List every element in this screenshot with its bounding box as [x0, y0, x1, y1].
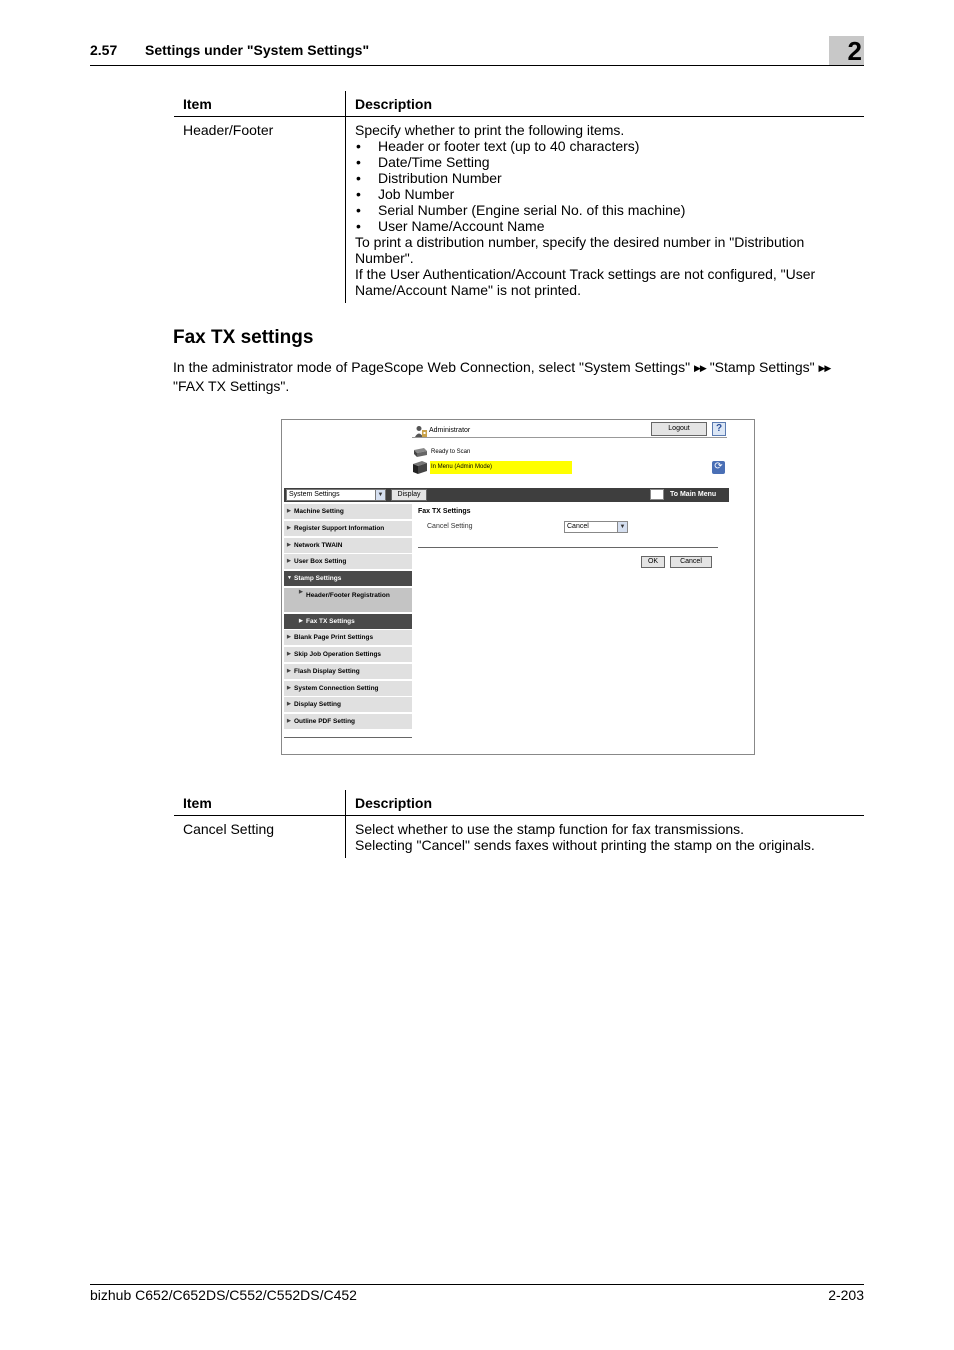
intro-text: "Stamp Settings": [709, 359, 815, 375]
content-divider: [418, 547, 718, 548]
sidebar-item-skip-job[interactable]: ▶ Skip Job Operation Settings: [284, 647, 412, 662]
to-main-menu-link[interactable]: To Main Menu: [670, 491, 717, 498]
column-header-item: Item: [183, 795, 212, 811]
machine-icon: [412, 460, 428, 474]
description-note: To print a distribution number, specify the desired number in "Distribution Number".: [355, 234, 805, 266]
display-button[interactable]: Display: [391, 489, 427, 501]
refresh-icon[interactable]: ⟳: [712, 461, 725, 474]
cancel-setting-label: Cancel Setting: [427, 523, 473, 530]
intro-text: In the administrator mode of PageScope Web Connection, select "System Settings": [173, 359, 691, 375]
mode-indicator: In Menu (Admin Mode): [430, 461, 572, 474]
column-header-item: Item: [183, 96, 212, 112]
main-menu-icon[interactable]: [650, 489, 664, 500]
header-footer-table: [174, 91, 864, 303]
chapter-badge: 2: [829, 36, 864, 65]
sidebar-item-system-connection[interactable]: ▶ System Connection Setting: [284, 681, 412, 696]
page-header: [90, 36, 864, 66]
printer-icon: [412, 447, 428, 458]
sidebar-item-header-footer[interactable]: ▶ Header/Footer Registration: [284, 588, 412, 612]
list-item: • Distribution Number: [355, 170, 854, 186]
select-value: System Settings: [289, 491, 340, 498]
sidebar-item-fax-tx[interactable]: ▶ Fax TX Settings: [284, 614, 412, 629]
status-text: Ready to Scan: [431, 449, 471, 455]
chevron-down-icon: ▼: [617, 522, 627, 532]
sidebar-divider: [284, 737, 412, 738]
table-header: [174, 790, 864, 816]
description-line: Select whether to use the stamp function for fax transmissions.: [355, 821, 745, 837]
ok-button[interactable]: OK: [641, 556, 665, 568]
cancel-button[interactable]: Cancel: [670, 556, 712, 568]
list-item: • User Name/Account Name: [355, 218, 854, 234]
column-header-description: Description: [355, 96, 433, 112]
column-header-description: Description: [355, 795, 433, 811]
double-arrow-icon: ▶▶: [693, 363, 706, 373]
top-toolbar: [284, 488, 729, 502]
row-item-cancel-setting: Cancel Setting: [183, 821, 275, 837]
intro-text: "FAX TX Settings".: [173, 378, 290, 394]
footer-model: bizhub C652/C652DS/C552/C552DS/C452: [90, 1287, 357, 1303]
table-row: [174, 117, 864, 303]
row-description: [355, 117, 864, 303]
cancel-setting-select[interactable]: [564, 521, 628, 533]
list-item: • Job Number: [355, 186, 854, 202]
table-header: [174, 91, 864, 117]
content-title: Fax TX Settings: [418, 508, 471, 515]
mode-row: [412, 460, 572, 474]
cancel-setting-table: [174, 790, 864, 858]
description-intro: Specify whether to print the following items.: [355, 122, 625, 138]
administrator-icon: [415, 425, 427, 437]
section-title: Fax TX settings: [173, 327, 314, 348]
list-item: • Header or footer text (up to 40 characters): [355, 138, 854, 154]
sidebar-item-stamp-settings[interactable]: ▼ Stamp Settings: [284, 571, 412, 586]
web-connection-screenshot: [281, 419, 755, 755]
page-footer: [90, 1284, 864, 1303]
chevron-down-icon: ▼: [375, 490, 385, 500]
sidebar-item-blank-page[interactable]: ▶ Blank Page Print Settings: [284, 630, 412, 645]
sidebar-item-outline-pdf[interactable]: ▶ Outline PDF Setting: [284, 714, 412, 729]
section-number: 2.57: [90, 42, 118, 58]
settings-sidebar: [284, 504, 412, 731]
list-item: • Date/Time Setting: [355, 154, 854, 170]
description-note: If the User Authentication/Account Track settings are not configured, "User Name/Account Name" is not printed.: [355, 266, 816, 298]
help-icon[interactable]: ?: [712, 422, 726, 436]
sidebar-item-flash-display[interactable]: ▶ Flash Display Setting: [284, 664, 412, 679]
select-value: Cancel: [567, 523, 589, 530]
list-item: • Serial Number (Engine serial No. of this machine): [355, 202, 854, 218]
description-line: Selecting "Cancel" sends faxes without printing the stamp on the originals.: [355, 837, 815, 853]
sidebar-item-network-twain[interactable]: ▶ Network TWAIN: [284, 538, 412, 553]
row-item-header-footer: Header/Footer: [183, 122, 274, 138]
row-description: [355, 816, 864, 858]
table-row: [174, 816, 864, 858]
logout-button[interactable]: Logout: [651, 422, 707, 436]
section-heading: Settings under "System Settings": [145, 42, 370, 58]
double-arrow-icon: ▶▶: [818, 363, 831, 373]
sidebar-item-machine-setting[interactable]: ▶ Machine Setting: [284, 504, 412, 519]
sidebar-item-register-support[interactable]: ▶ Register Support Information: [284, 521, 412, 536]
admin-label: Administrator: [429, 427, 471, 434]
page-number: 2-203: [828, 1287, 864, 1303]
system-settings-select[interactable]: [286, 489, 386, 501]
intro-paragraph: [173, 358, 865, 395]
sidebar-item-display-setting[interactable]: ▶ Display Setting: [284, 697, 412, 712]
sidebar-item-user-box[interactable]: ▶ User Box Setting: [284, 554, 412, 569]
